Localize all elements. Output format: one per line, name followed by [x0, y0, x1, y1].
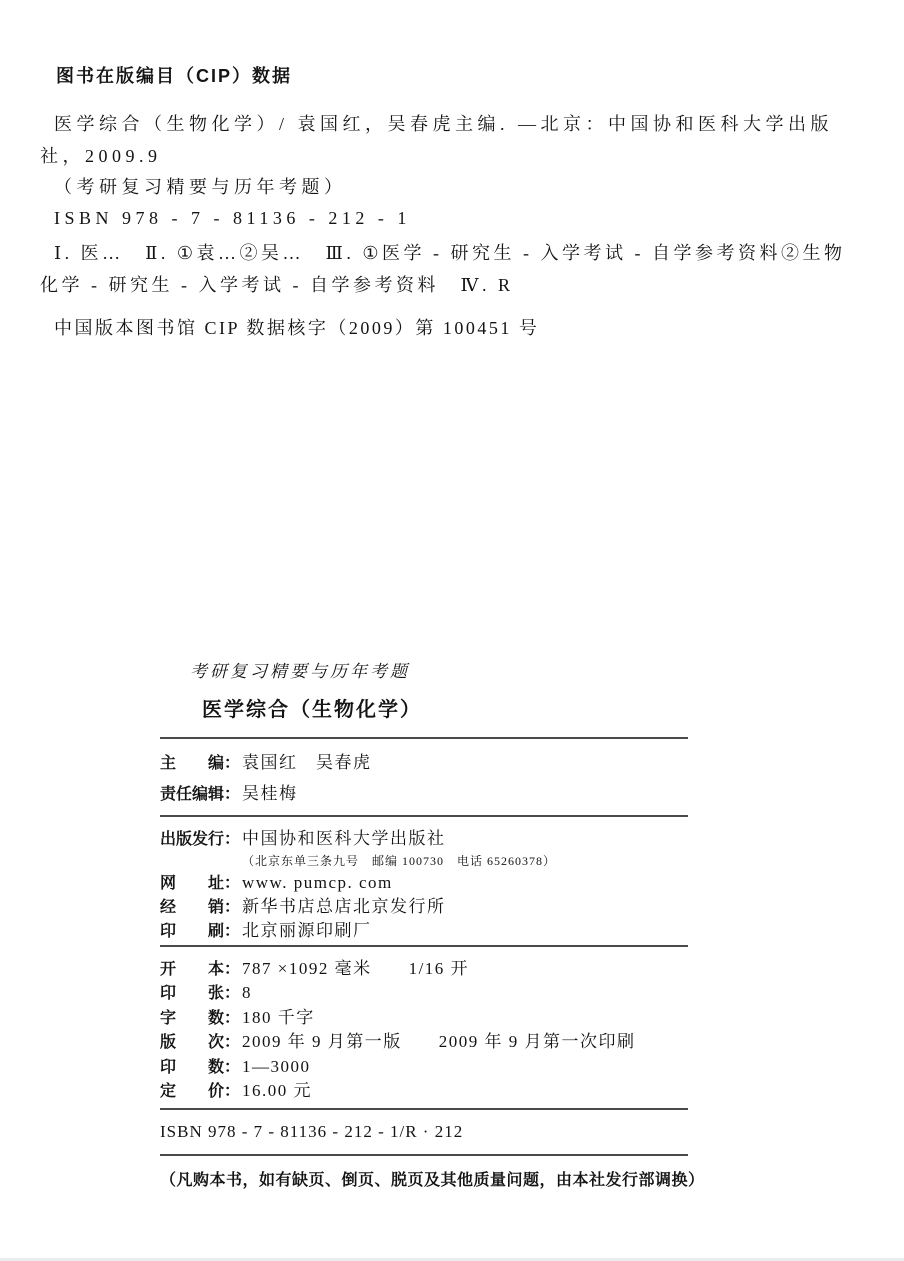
field-label: 经 销：	[160, 899, 241, 916]
field-value: 吴桂梅	[242, 784, 298, 803]
cip-classification: Ⅰ. 医… Ⅱ. ①袁…②吴… Ⅲ. ①医学 - 研究生 - 入学考试 - 自学参考资料②生物化学 - 研究生 - 入学考试 - 自学参考资料 Ⅳ. R	[40, 243, 846, 295]
divider-line	[160, 1108, 688, 1110]
book-title: 医学综合（生物化学）	[202, 699, 422, 721]
colophon-section	[160, 660, 705, 1193]
editors-group	[160, 748, 688, 810]
publishing-group	[160, 827, 688, 943]
printer-row	[160, 919, 688, 943]
field-value: 中国协和医科大学出版社	[242, 829, 446, 848]
colophon-isbn: ISBN 978 - 7 - 81136 - 212 - 1/R · 212	[160, 1122, 464, 1142]
field-value: 1—3000	[242, 1056, 311, 1076]
sheets-row	[160, 981, 688, 1005]
field-label: 责任编辑：	[160, 786, 241, 803]
field-value: 787 ×1092 毫米 1/16 开	[242, 959, 470, 978]
editor-row	[160, 748, 688, 779]
cip-series-note: （考研复习精要与历年考题）	[54, 177, 347, 197]
specs-group	[160, 957, 688, 1103]
edition-row	[160, 1030, 688, 1054]
distributor-row	[160, 895, 688, 919]
field-value: 8	[242, 983, 252, 1003]
cip-heading: 图书在版编目（CIP）数据	[56, 66, 293, 86]
field-value: 北京丽源印刷厂	[242, 921, 372, 940]
price-row	[160, 1079, 688, 1103]
website-row	[160, 871, 688, 895]
field-value: 16.00 元	[242, 1081, 312, 1101]
cip-description: 医学综合（生物化学）/ 袁国红，吴春虎主编. —北京：中国协和医科大学出版社，2009.9	[40, 114, 833, 166]
field-value: 袁国红 吴春虎	[242, 753, 372, 772]
field-label: 印 数：	[160, 1058, 241, 1076]
field-label: 字 数：	[160, 1009, 241, 1027]
field-label: 版 次：	[160, 1034, 241, 1052]
divider-line	[160, 1154, 688, 1156]
field-value: 180 千字	[242, 1007, 315, 1027]
field-label: 印 刷：	[160, 923, 241, 940]
field-label: 开 本：	[160, 961, 241, 978]
divider-line	[160, 945, 688, 947]
cip-section	[40, 64, 856, 344]
publisher-address-note: （北京东单三条九号 邮编 100730 电话 65260378）	[242, 854, 557, 868]
series-title: 考研复习精要与历年考题	[190, 662, 410, 681]
field-label: 出版发行：	[160, 831, 241, 848]
divider-line	[160, 815, 688, 817]
publisher-row	[160, 827, 688, 851]
field-label: 定 价：	[160, 1083, 241, 1101]
format-row	[160, 957, 688, 981]
field-value: 新华书店总店北京发行所	[242, 897, 446, 916]
wordcount-row	[160, 1006, 688, 1030]
field-value: www. pumcp. com	[242, 873, 393, 892]
cip-isbn: ISBN 978 - 7 - 81136 - 212 - 1	[54, 208, 411, 228]
field-value: 2009 年 9 月第一版 2009 年 9 月第一次印刷	[242, 1032, 636, 1052]
editor-row	[160, 779, 688, 810]
cip-record-number: 中国版本图书馆 CIP 数据核字（2009）第 100451 号	[54, 318, 540, 338]
field-label: 网 址：	[160, 875, 241, 892]
divider-line	[160, 737, 688, 739]
field-label: 主 编：	[160, 755, 241, 772]
quality-notice: （凡购本书，如有缺页、倒页、脱页及其他质量问题，由本社发行部调换）	[160, 1172, 705, 1190]
printrun-row	[160, 1055, 688, 1079]
field-label: 印 张：	[160, 985, 241, 1003]
